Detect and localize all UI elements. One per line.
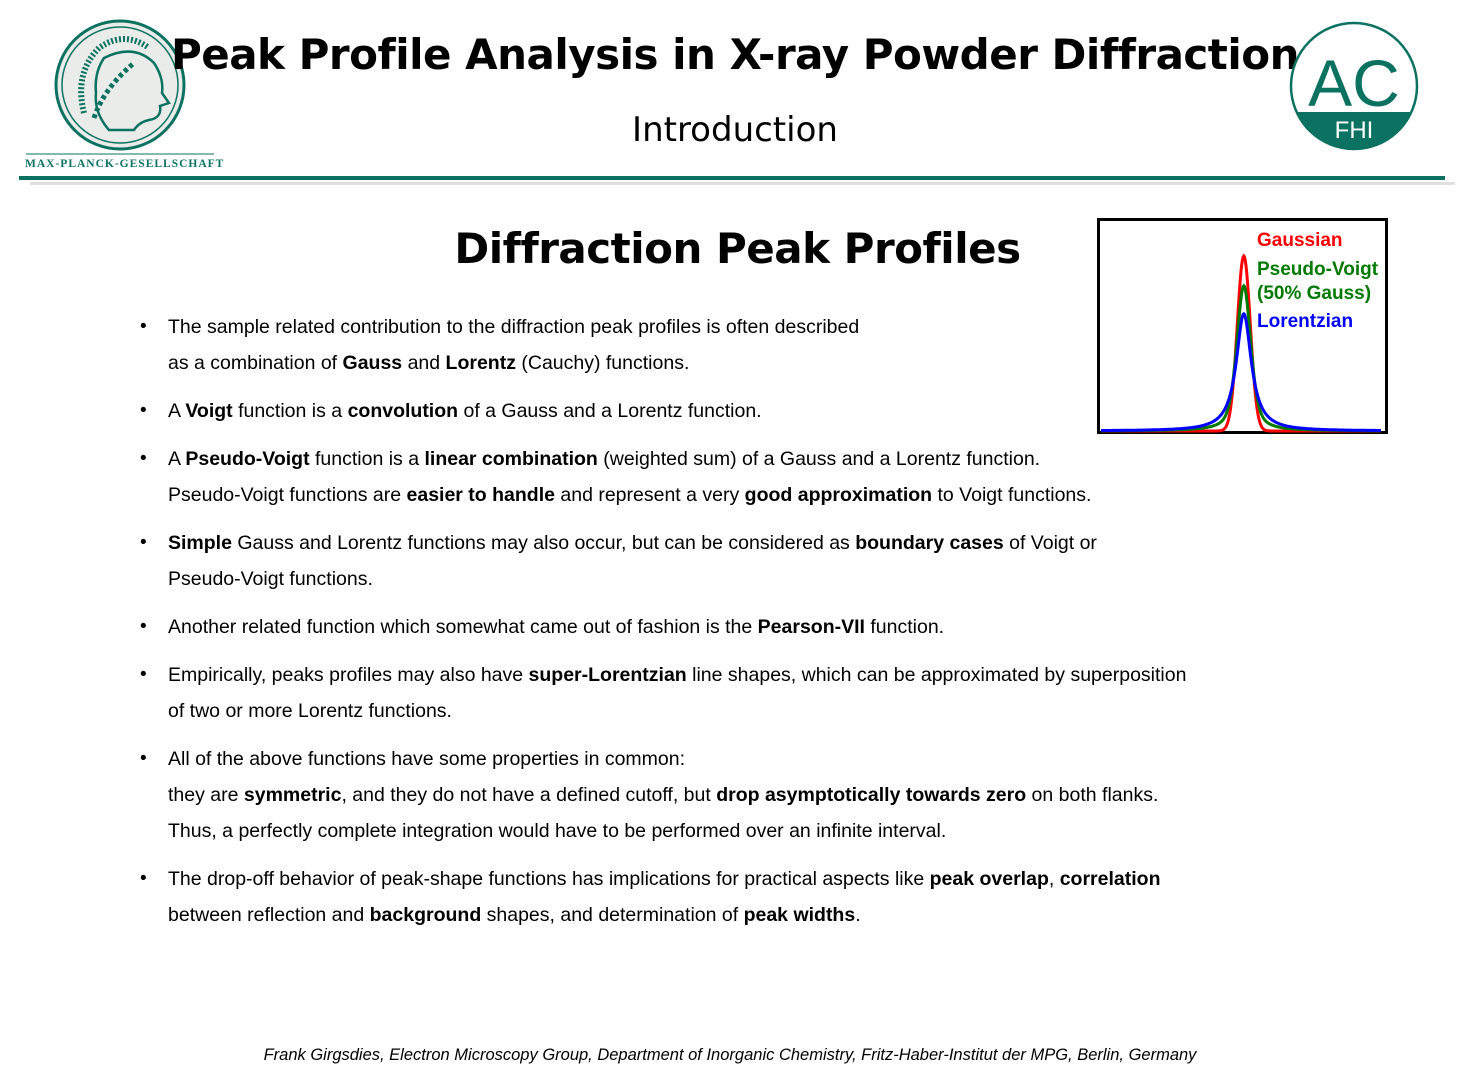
bullet-line	[168, 777, 1340, 813]
bold-text: good approximation	[744, 484, 933, 506]
text: of two or more Lorentz functions.	[168, 700, 452, 722]
text: , and they do not have a defined cutoff, but	[341, 784, 717, 806]
text: ,	[1048, 868, 1060, 890]
text: of Voigt or	[1003, 532, 1097, 554]
text: and represent a very	[554, 484, 745, 506]
bold-text: Pseudo-Voigt	[185, 448, 310, 470]
bullet-line	[168, 813, 1340, 849]
section-title: Diffraction Peak Profiles	[454, 224, 1021, 273]
text: Gauss and Lorentz functions may also occur, but can be considered as	[231, 532, 856, 554]
text: Pseudo-Voigt functions.	[168, 568, 373, 590]
bullet-line	[168, 477, 1340, 513]
bullet-line	[168, 609, 1340, 645]
bold-text: boundary cases	[855, 532, 1004, 554]
bullet-line	[168, 861, 1340, 897]
presentation-subtitle: Introduction	[632, 110, 838, 150]
legend-lorentzian: Lorentzian	[1257, 311, 1354, 332]
text: function.	[864, 616, 945, 638]
bold-text: Pearson-VII	[757, 616, 865, 638]
text: (weighted sum) of a Gauss and a Lorentz function.	[597, 448, 1041, 470]
bullet-dot-icon: •	[140, 316, 147, 337]
bullet-item	[140, 525, 1340, 597]
bold-text: Simple	[168, 532, 232, 554]
bullet-line	[168, 525, 1340, 561]
ac-logo-text: AC	[1308, 46, 1400, 120]
bullet-dot-icon: •	[140, 748, 147, 769]
text: to Voigt functions.	[932, 484, 1092, 506]
bullet-item	[140, 861, 1340, 933]
peak-profile-chart	[1097, 218, 1388, 434]
text: and	[402, 352, 446, 374]
bullet-line	[168, 657, 1340, 693]
bullet-item	[140, 609, 1340, 645]
bullet-line	[168, 441, 1340, 477]
bullet-dot-icon: •	[140, 448, 147, 469]
text: Thus, a perfectly complete integration would have to be performed over an infinite interval.	[168, 820, 947, 842]
presentation-title: Peak Profile Analysis in X-ray Powder Diffraction	[170, 30, 1300, 79]
bold-text: background	[369, 904, 482, 926]
text: shapes, and determination of	[481, 904, 744, 926]
text: they are	[168, 784, 244, 806]
bold-text: correlation	[1059, 868, 1161, 890]
bold-text: easier to handle	[406, 484, 555, 506]
bullet-line	[168, 561, 1340, 597]
bullet-line	[168, 693, 1340, 729]
bullet-dot-icon: •	[140, 664, 147, 685]
bullet-dot-icon: •	[140, 400, 147, 421]
bullet-item	[140, 741, 1340, 849]
bold-text: linear combination	[424, 448, 598, 470]
bullet-item	[140, 657, 1340, 729]
text: function is a	[309, 448, 425, 470]
bold-text: symmetric	[243, 784, 342, 806]
text: of a Gauss and a Lorentz function.	[458, 400, 762, 422]
bold-text: super-Lorentzian	[528, 664, 687, 686]
text: Pseudo-Voigt functions are	[168, 484, 407, 506]
bold-text: convolution	[347, 400, 459, 422]
legend-pseudo-voigt: Pseudo-Voigt	[1257, 259, 1379, 280]
text: The sample related contribution to the diffraction peak profiles is often described	[168, 316, 860, 338]
text: Another related function which somewhat came out of fashion is the	[168, 616, 758, 638]
bullet-dot-icon: •	[140, 616, 147, 637]
text: line shapes, which can be approximated by superposition	[686, 664, 1187, 686]
text: as a combination of	[168, 352, 343, 374]
bold-text: peak widths	[743, 904, 856, 926]
bullet-item	[140, 441, 1340, 513]
text: The drop-off behavior of peak-shape functions has implications for practical aspects like	[168, 868, 930, 890]
text: function is a	[232, 400, 348, 422]
max-planck-logo-text: MAX-PLANCK-GESELLSCHAFT	[25, 158, 225, 170]
footer-credit: Frank Girgsdies, Electron Microscopy Group, Department of Inorganic Chemistry, Fritz-Haber-Institut der MPG, Berlin, Germany	[263, 1046, 1197, 1064]
bullet-line	[168, 897, 1340, 933]
bold-text: Gauss	[342, 352, 403, 374]
text: A	[168, 400, 186, 422]
bold-text: Voigt	[185, 400, 233, 422]
ac-fhi-logo	[1288, 20, 1420, 152]
fhi-logo-text: FHI	[1334, 117, 1374, 144]
bold-text: peak overlap	[929, 868, 1049, 890]
text: (Cauchy) functions.	[515, 352, 690, 374]
header-rule	[19, 176, 1445, 180]
text: A	[168, 448, 186, 470]
legend-pseudo-voigt-detail: (50% Gauss)	[1257, 283, 1372, 304]
bold-text: drop asymptotically towards zero	[716, 784, 1027, 806]
text: on both flanks.	[1026, 784, 1159, 806]
text: between reflection and	[168, 904, 370, 926]
header-rule-shadow	[30, 182, 1455, 185]
text: Empirically, peaks profiles may also have	[168, 664, 529, 686]
text: .	[855, 904, 861, 926]
bullet-dot-icon: •	[140, 868, 147, 889]
bullet-line	[168, 741, 1340, 777]
text: All of the above functions have some properties in common:	[168, 748, 686, 770]
bullet-dot-icon: •	[140, 532, 147, 553]
legend-gaussian: Gaussian	[1257, 230, 1343, 251]
bold-text: Lorentz	[445, 352, 516, 374]
